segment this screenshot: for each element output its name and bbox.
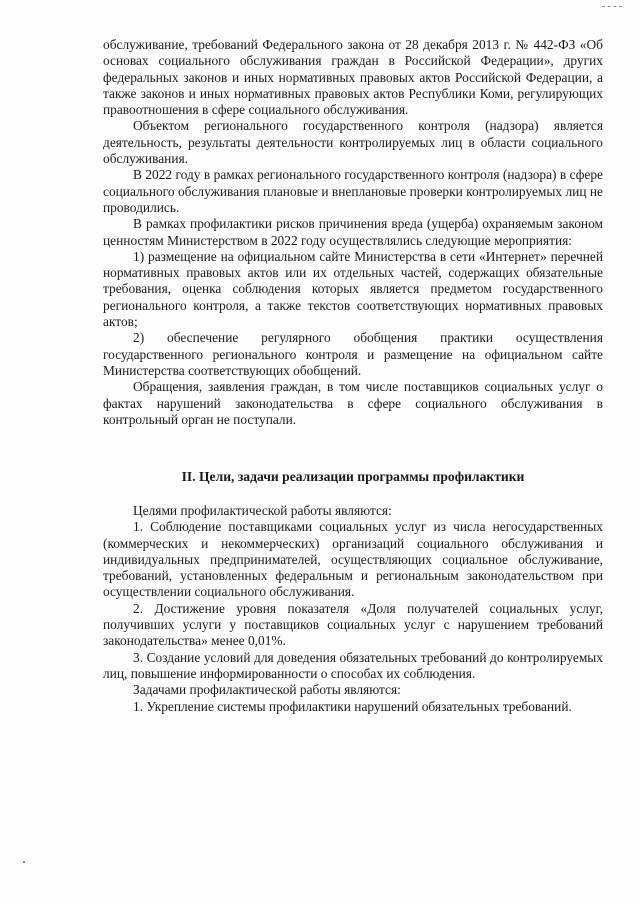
paragraph-measure-2: 2) обеспечение регулярного обобщения практики осуществления государственного регионального контроля и размещение на официальном сайте Министерства соответствующих обобщений. — [103, 330, 603, 378]
paragraph-measure-1: 1) размещение на официальном сайте Министерства в сети «Интернет» перечней нормативных правовых актов или их отдельных частей, содержащих обязательные требования, оценка соблюдения которых является предметом государственного регионального контроля, а также текстов соответствующих нормативных правовых актов; — [103, 248, 603, 330]
section-heading: II. Цели, задачи реализации программы профилактики — [181, 469, 525, 484]
paragraph-goal-3: 3. Создание условий для доведения обязательных требований до контролируемых лиц, повышение информированности о способах их соблюдения. — [103, 649, 603, 681]
paragraph-continuation: обслуживание, требований Федерального закона от 28 декабря 2013 г. № 442-ФЗ «Об основах социального обслуживания граждан в Российской Федерации», других федеральных законов и иных нормативных правовых актов Российской Федерации, а также законов и иных нормативных правовых актов Республики Коми, регулирующих правоотношения в сфере социального обслуживания. — [103, 37, 603, 118]
paragraph-control-object: Объектом регионального государственного контроля (надзора) является деятельность, результаты деятельности контролируемых лиц в области социального обслуживания. — [103, 118, 603, 167]
scan-artifact — [602, 6, 622, 8]
paragraph-goal-1: 1. Соблюдение поставщиками социальных услуг из числа негосударственных (коммерческих и некоммерческих) организаций социального обслуживания и индивидуальных предпринимателей, осуществляющих социальное обслуживание, требований, установленных федеральным и региональным законодательством при осуществлении социального обслуживания. — [103, 519, 603, 600]
scan-artifact-dot — [23, 861, 25, 863]
paragraph-prevention-measures: В рамках профилактики рисков причинения вреда (ущерба) охраняемым законом ценностям Министерством в 2022 году осуществлялись следующие мероприятия: — [103, 216, 603, 248]
paragraph-goals-intro: Целями профилактической работы являются: — [133, 503, 392, 518]
paragraph-task-1: 1. Укрепление системы профилактики нарушений обязательных требований. — [133, 698, 572, 714]
paragraph-inspections-2022: В 2022 году в рамках регионального государственного контроля (надзора) в сфере социального обслуживания плановые и внеплановые проверки контролируемых лиц не проводились. — [103, 167, 603, 215]
body-text-bottom — [103, 503, 603, 715]
body-text-top — [103, 37, 603, 428]
paragraph-appeals: Обращения, заявления граждан, в том числе поставщиков социальных услуг о фактах нарушений законодательства в сфере социального обслуживания в контрольный орган не поступали. — [103, 379, 603, 427]
paragraph-tasks-intro: Задачами профилактической работы являются: — [133, 682, 401, 698]
paragraph-goal-2: 2. Достижение уровня показателя «Доля получателей социальных услуг, получивших услуги у поставщиков социальных услуг с нарушением требований законодательства» менее 0,01%. — [103, 600, 603, 649]
